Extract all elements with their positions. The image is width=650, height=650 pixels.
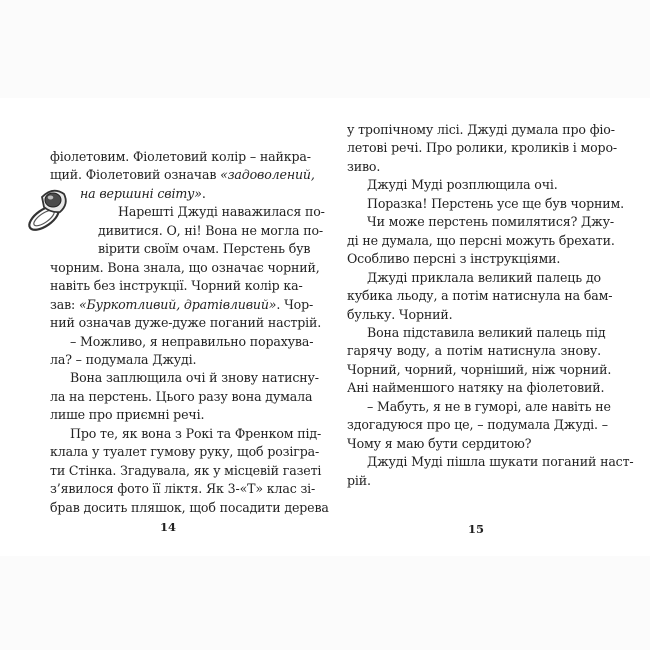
text-line: ді не думала, що персні можуть брехати. [347, 232, 615, 248]
text-line: Вона підставила великий палець під [367, 324, 606, 340]
text-line: Джуді приклала великий палець до [367, 269, 601, 285]
text-line: Чому я маю бути сердитою? [347, 435, 532, 451]
right-page [325, 98, 650, 556]
text-line: – Мабуть, я не в гуморі, але навіть не [367, 398, 611, 414]
text-line: Нарешті Джуді наважилася по- [118, 204, 325, 220]
page-number: 14 [160, 520, 177, 534]
right-page-text [347, 121, 634, 490]
text-line: чорним. Вона знала, що означає чорний, [50, 259, 320, 275]
text-line: Джуді Муді розплющила очі. [367, 177, 558, 193]
text-line: навіть без інструкції. Чорний колір ка- [50, 278, 303, 294]
text-line: зав: «Буркотливий, дратівливий». Чор- [50, 296, 314, 312]
text-line: Про те, як вона з Рокі та Френком під- [70, 425, 322, 441]
text-line: бульку. Чорний. [347, 306, 453, 322]
text-line: рій. [347, 472, 371, 488]
text-line: клала у туалет гумову руку, щоб розігра- [50, 444, 320, 460]
text-line: на вершині світу». [80, 185, 206, 201]
text-line: гарячу воду, а потім натиснула знову. [347, 343, 601, 359]
text-line: ла? – подумала Джуді. [50, 351, 197, 367]
text-line: брав досить пляшок, щоб посадити дерева [50, 499, 329, 515]
text-line: ний означав дуже-дуже поганий настрій. [50, 315, 322, 331]
text-line: летові речі. Про ролики, кроликів і моро- [347, 140, 617, 156]
text-line: здогадуюся про це, – подумала Джуді. – [347, 417, 608, 433]
text-line: вірити своїм очам. Перстень був [98, 241, 311, 257]
text-line: ти Стінка. Згадувала, як у місцевій газеті [50, 462, 322, 478]
text-line: Чи може перстень помилятися? Джу- [367, 214, 614, 230]
text-line: у тропічному лісі. Джуді думала про фіо- [347, 122, 615, 137]
text-line: дивитися. О, ні! Вона не могла по- [98, 222, 324, 238]
text-line: Поразка! Перстень усе ще був чорним. [367, 195, 624, 211]
text-line: щий. Фіолетовий означав «задоволений, [50, 167, 315, 183]
left-page [0, 98, 329, 556]
text-line: Ані найменшого натяку на фіолетовий. [347, 380, 605, 396]
text-line: – Можливо, я неправильно порахува- [70, 333, 314, 349]
text-line: ла на перстень. Цього разу вона думала [50, 388, 313, 404]
text-line: зиво. [347, 158, 381, 174]
text-line: лише про приємні речі. [50, 407, 205, 423]
left-page-text [50, 148, 329, 517]
text-line: Чорний, чорний, чорніший, ніж чорний. [347, 361, 612, 377]
book-spread [0, 98, 650, 556]
text-line: фіолетовим. Фіолетовий колір – найкра- [50, 149, 311, 164]
text-line: Вона заплющила очі й знову натисну- [70, 370, 319, 386]
text-line: Особливо персні з інструкціями. [347, 251, 561, 267]
text-line: кубика льоду, а потім натиснула на бам- [347, 288, 613, 304]
page-number: 15 [468, 522, 485, 536]
text-line: з’явилося фото її ліктя. Як 3-«Т» клас зі- [50, 481, 316, 497]
text-line: Джуді Муді пішла шукати поганий наст- [367, 454, 634, 470]
